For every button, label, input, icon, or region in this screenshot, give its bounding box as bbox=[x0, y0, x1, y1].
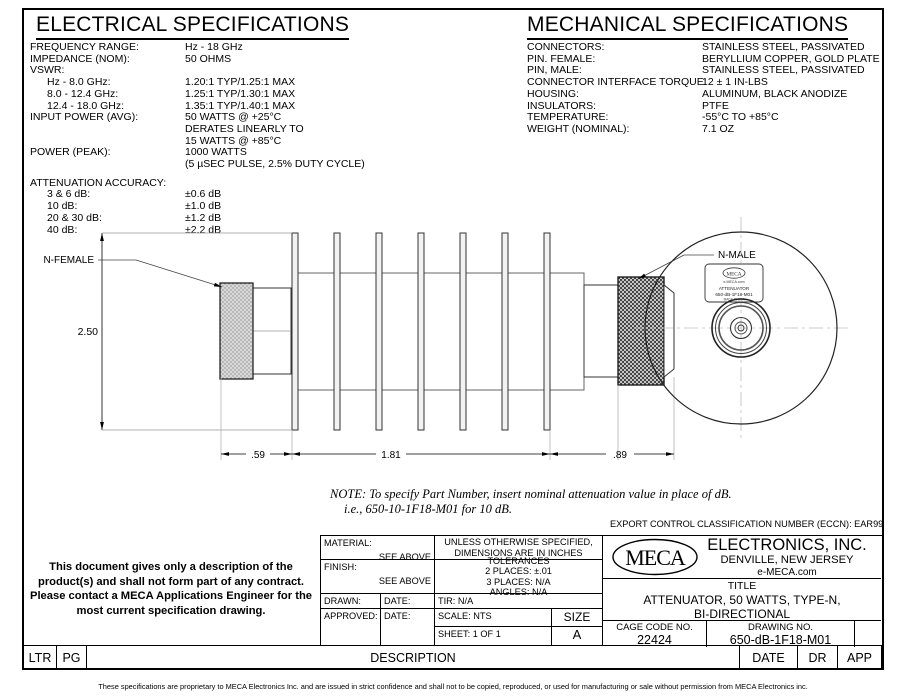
size-value: A bbox=[572, 627, 582, 643]
tolerances-2-places: 2 PLACES: ±.01 bbox=[485, 566, 552, 577]
revision-letter-cell bbox=[855, 621, 881, 647]
spec-label: INPUT POWER (AVG): bbox=[30, 111, 139, 124]
finish-cell bbox=[321, 560, 435, 593]
finish-label: FINISH: bbox=[324, 562, 357, 573]
company-website: e-MECA.com bbox=[757, 566, 817, 578]
note-line-1: NOTE: To specify Part Number, insert nominal attenuation value in place of dB. bbox=[330, 487, 732, 501]
proprietary-footer: These specifications are proprietary to MECA Electronics Inc. and are issued in strict confidence and shall not to be copied, reproduced, or used for manufacturing or sale without permission from MECA Electronics inc. bbox=[98, 682, 808, 691]
spec-row bbox=[30, 189, 450, 201]
tolerances-cell bbox=[435, 555, 602, 598]
spec-value: 1.35:1 TYP/1.40:1 MAX bbox=[185, 99, 296, 112]
spec-label: Hz - 8.0 GHz: bbox=[47, 76, 111, 89]
spec-label: 40 dB: bbox=[47, 223, 78, 236]
material-value: SEE ABOVE bbox=[378, 552, 431, 562]
finish-value: SEE ABOVE bbox=[378, 576, 431, 587]
material-label: MATERIAL: bbox=[324, 538, 372, 548]
spec-value: 50 WATTS @ +25°C bbox=[185, 111, 282, 124]
spec-value: BERYLLIUM COPPER, GOLD PLATE bbox=[702, 52, 880, 65]
spec-row bbox=[30, 54, 450, 66]
approved-date-cell[interactable] bbox=[381, 609, 435, 645]
cage-code-cell bbox=[603, 621, 707, 647]
codes-row bbox=[603, 621, 881, 647]
spec-value: 1.25:1 TYP/1.30:1 MAX bbox=[185, 87, 296, 100]
spec-label: CONNECTORS: bbox=[527, 41, 605, 53]
spec-value: ±0.6 dB bbox=[185, 188, 222, 201]
approved-label: APPROVED: bbox=[324, 611, 378, 621]
drawn-cell[interactable] bbox=[321, 594, 381, 608]
company-name-block bbox=[699, 536, 881, 578]
n-male-callout-label: N-MALE bbox=[718, 250, 756, 261]
n-female-connector bbox=[220, 283, 291, 379]
revision-col-pg: PG bbox=[57, 646, 87, 669]
product-label bbox=[705, 264, 763, 302]
drawing-number-label: DRAWING NO. bbox=[747, 622, 814, 633]
meca-logo-icon bbox=[611, 537, 699, 577]
drawn-label: DRAWN: bbox=[324, 596, 361, 607]
dimension-extension-lines bbox=[221, 377, 674, 460]
spec-label: FREQUENCY RANGE: bbox=[30, 41, 139, 53]
spec-label: ATTENUATION ACCURACY: bbox=[30, 176, 167, 189]
spec-value: DERATES LINEARLY TO bbox=[185, 122, 304, 135]
dimension-height-label: 2.50 bbox=[77, 326, 98, 338]
spec-value: 12 ± 1 IN-LBS bbox=[702, 76, 768, 89]
spec-value: 15 WATTS @ +85°C bbox=[185, 134, 282, 147]
dimension-a-label: .59 bbox=[251, 450, 265, 461]
spec-value: PTFE bbox=[702, 99, 729, 112]
spec-row bbox=[527, 124, 887, 136]
title-block-right bbox=[603, 536, 881, 645]
electrical-specifications-table bbox=[30, 42, 450, 236]
drawn-date-label: DATE: bbox=[384, 596, 411, 607]
spec-value: -55°C TO +85°C bbox=[702, 111, 779, 124]
scale-sheet-size-cell bbox=[435, 609, 602, 645]
spec-row bbox=[30, 124, 450, 136]
spec-label: 12.4 - 18.0 GHz: bbox=[47, 99, 125, 112]
scale-label: SCALE: NTS bbox=[438, 611, 492, 621]
drawn-row bbox=[321, 594, 602, 609]
spec-label: IMPEDANCE (NOM): bbox=[30, 52, 130, 65]
spec-label: PIN, MALE: bbox=[527, 64, 582, 77]
spec-label: 10 dB: bbox=[47, 200, 78, 213]
spec-label: HOUSING: bbox=[527, 87, 579, 100]
spec-value: 1.20:1 TYP/1.25:1 MAX bbox=[185, 76, 296, 89]
tolerances-angles: ANGLES: N/A bbox=[489, 587, 548, 598]
company-city: DENVILLE, NEW JERSEY bbox=[720, 554, 854, 566]
spec-value: (5 µSEC PULSE, 2.5% DUTY CYCLE) bbox=[185, 158, 365, 171]
spec-row bbox=[527, 89, 887, 101]
revision-col-app: APP bbox=[838, 646, 882, 669]
spec-label: POWER (PEAK): bbox=[30, 146, 111, 159]
spec-label bbox=[30, 159, 185, 171]
title-block bbox=[320, 535, 882, 645]
spec-value: 1000 WATTS bbox=[185, 146, 247, 159]
spec-value: STAINLESS STEEL, PASSIVATED bbox=[702, 64, 865, 77]
spec-value bbox=[185, 178, 435, 190]
revision-col-date: DATE bbox=[740, 646, 798, 669]
material-cell bbox=[321, 536, 435, 562]
units-note: UNLESS OTHERWISE SPECIFIED, DIMENSIONS ARE IN INCHES bbox=[444, 537, 593, 558]
note-line-2: i.e., 650-10-1F18-M01 for 10 dB. bbox=[344, 501, 513, 516]
revision-table-header bbox=[24, 645, 882, 669]
spec-value: 50 OHMS bbox=[185, 52, 232, 65]
spec-row bbox=[30, 159, 450, 171]
spec-label: 3 & 6 dB: bbox=[47, 188, 91, 201]
material-row bbox=[321, 536, 602, 560]
spec-row bbox=[30, 89, 450, 101]
label-line3: 650-dB-1F18-M01 bbox=[715, 292, 753, 297]
spec-row bbox=[30, 42, 450, 54]
title-line-2: BI-DIRECTIONAL bbox=[693, 606, 790, 621]
approved-date-label: DATE: bbox=[384, 611, 411, 621]
cage-code-value: 22424 bbox=[637, 633, 672, 647]
revision-col-dr: DR bbox=[798, 646, 838, 669]
drawing-number-cell bbox=[707, 621, 855, 647]
label-line4: MADE IN USA bbox=[723, 297, 745, 302]
sheet-label: SHEET: 1 OF 1 bbox=[438, 629, 501, 640]
svg-text:MECA: MECA bbox=[726, 271, 742, 278]
spec-value: STAINLESS STEEL, PASSIVATED bbox=[702, 41, 865, 53]
heat-sink-fins bbox=[292, 233, 550, 430]
spec-row bbox=[527, 42, 887, 54]
drawn-date-cell[interactable] bbox=[381, 594, 435, 608]
dimension-c-label: .89 bbox=[613, 450, 627, 461]
part-number-note bbox=[330, 487, 732, 516]
cage-code-label: CAGE CODE NO. bbox=[616, 622, 693, 633]
tolerances-heading: TOLERANCES bbox=[487, 555, 550, 566]
disclaimer-text: This document gives only a description of the product(s) and shall not form part of any contract. Please contact a MECA Applications Engineer for the most current specification drawing. bbox=[29, 561, 313, 617]
eccn-text: EXPORT CONTROL CLASSIFICATION NUMBER (ECCN): EAR99 bbox=[610, 519, 884, 529]
drawing-number-value: 650-dB-1F18-M01 bbox=[729, 633, 832, 647]
title-block-left bbox=[321, 536, 603, 645]
spec-label: PIN. FEMALE: bbox=[527, 52, 596, 65]
company-header bbox=[603, 536, 881, 579]
revision-col-description: DESCRIPTION bbox=[87, 646, 740, 669]
mechanical-specifications-heading: MECHANICAL SPECIFICATIONS bbox=[527, 13, 848, 40]
title-heading: TITLE bbox=[727, 580, 757, 592]
spec-label: INSULATORS: bbox=[527, 99, 597, 112]
spec-label: CONNECTOR INTERFACE TORQUE: bbox=[527, 76, 707, 89]
spec-label: WEIGHT (NOMINAL): bbox=[527, 122, 630, 135]
tir-cell bbox=[435, 594, 602, 608]
spec-row bbox=[30, 178, 450, 190]
label-line2: ATTENUATOR bbox=[718, 286, 750, 291]
title-line-1: ATTENUATOR, 50 WATTS, TYPE-N, bbox=[643, 592, 841, 607]
spec-value: 7.1 OZ bbox=[702, 122, 735, 135]
spec-label: 8.0 - 12.4 GHz: bbox=[47, 87, 119, 100]
electrical-specifications-heading: ELECTRICAL SPECIFICATIONS bbox=[36, 13, 349, 40]
revision-col-ltr: LTR bbox=[24, 646, 57, 669]
sheet-cell bbox=[435, 627, 552, 645]
tir-label: TIR: N/A bbox=[438, 596, 474, 607]
spec-label: VSWR: bbox=[30, 64, 65, 77]
spec-label: TEMPERATURE: bbox=[527, 111, 609, 124]
n-female-leader bbox=[98, 260, 222, 287]
mechanical-specifications-table bbox=[527, 42, 887, 136]
svg-text:MECA: MECA bbox=[625, 545, 685, 570]
n-female-callout-label: N-FEMALE bbox=[43, 255, 94, 266]
spec-value: ALUMINUM, BLACK ANODIZE bbox=[702, 87, 848, 100]
approved-row bbox=[321, 609, 602, 645]
product-drawing bbox=[24, 211, 882, 500]
scale-cell bbox=[435, 609, 552, 626]
spec-value: ±1.0 dB bbox=[185, 200, 222, 213]
spec-value: Hz - 18 GHz bbox=[185, 41, 243, 53]
size-heading: SIZE bbox=[563, 610, 591, 624]
attenuator-drawing-svg bbox=[24, 211, 882, 500]
approved-cell[interactable] bbox=[321, 609, 381, 645]
finish-row bbox=[321, 555, 602, 598]
spec-value: ±2.2 dB bbox=[185, 223, 222, 236]
n-male-connector bbox=[584, 277, 674, 385]
label-line1: e-MECA.com bbox=[723, 280, 745, 284]
dimension-b-label: 1.81 bbox=[381, 450, 401, 461]
tolerances-3-places: 3 PLACES: N/A bbox=[486, 576, 551, 587]
company-name: ELECTRONICS, INC. bbox=[707, 536, 867, 554]
spec-label bbox=[30, 124, 185, 136]
n-male-leader bbox=[638, 255, 714, 279]
spec-label: 20 & 30 dB: bbox=[47, 211, 102, 224]
drawing-title-cell bbox=[603, 579, 881, 621]
spec-value: ±1.2 dB bbox=[185, 211, 222, 224]
